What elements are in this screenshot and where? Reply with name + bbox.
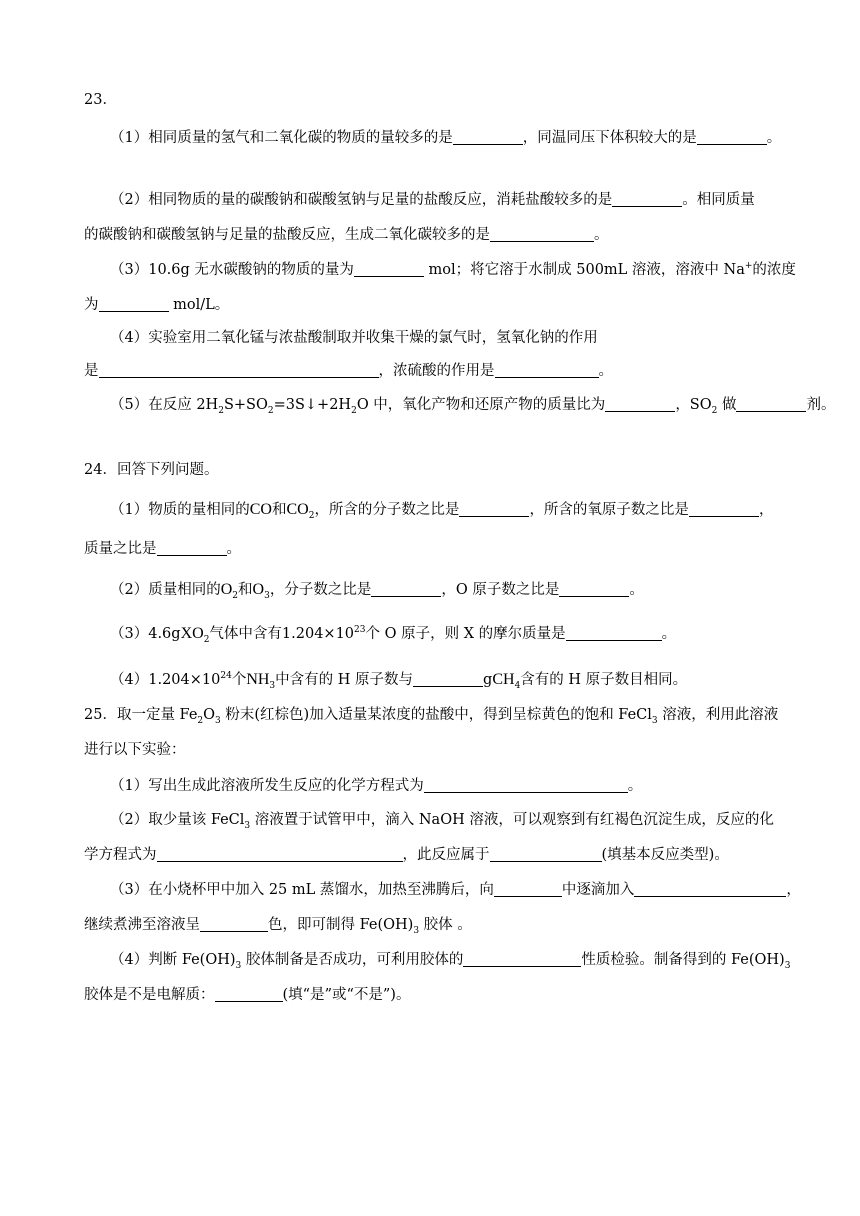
answer-blank[interactable] (413, 672, 483, 687)
text: （2）取少量该 FeCl (110, 812, 245, 828)
text: S+SO (223, 397, 268, 413)
subscript: 2 (711, 405, 718, 416)
text: mol/L。 (168, 297, 230, 313)
text: 为 (84, 297, 99, 313)
text: 进行以下实验： (84, 742, 186, 758)
answer-blank[interactable] (634, 882, 786, 897)
q23-part3-line1 (110, 260, 814, 280)
text: 和 (238, 582, 253, 598)
formula-xo2: XO (180, 625, 204, 642)
text: （2）质量相同的 (110, 582, 221, 598)
text: 气体中含有 (209, 626, 282, 642)
q25-part2-line1 (110, 810, 814, 830)
text: （3）在小烧杯甲中加入 25 mL 蒸馏水，加热至沸腾后，向 (110, 882, 494, 898)
text: 的浓度 (752, 262, 796, 278)
q23-part4-line1 (110, 328, 814, 348)
text: （1）物质的量相同的 (110, 502, 250, 518)
q23-part1 (110, 128, 814, 148)
text: ，分子数之比是 (269, 582, 372, 598)
text: 24．回答下列问题。 (84, 462, 219, 478)
subscript: 2 (351, 405, 357, 416)
text: 25．取一定量 Fe (84, 707, 198, 723)
text: ，O 原子数之比是 (441, 582, 560, 598)
text: 。 (661, 626, 677, 642)
text: 。 (766, 130, 782, 146)
text: （4）判断 Fe(OH) (110, 952, 236, 968)
answer-blank[interactable] (559, 582, 629, 597)
q23-part3-line2 (84, 295, 814, 315)
text: ，同温同压下体积较大的是 (522, 130, 697, 146)
text: 胶体 。 (419, 917, 472, 933)
text: 溶液，利用此溶液 (657, 707, 779, 723)
answer-blank[interactable] (99, 363, 379, 378)
text: 含有的 H 原子数目相同。 (520, 672, 688, 688)
text: 。 (598, 363, 613, 379)
text: （3）10.6g 无水碳酸钠的物质的量为 (110, 262, 354, 278)
text: 个 O 原子，则 X 的摩尔质量是 (365, 626, 566, 642)
answer-blank[interactable] (371, 582, 441, 597)
text: （1）相同质量的氢气和二氧化碳的物质的量较多的是 (110, 130, 453, 146)
answer-blank[interactable] (612, 192, 682, 207)
text: ，所含的分子数之比是 (314, 502, 460, 518)
text: 溶液置于试管甲中，滴入 NaOH 溶液，可以观察到有红褐色沉淀生成，反应的化 (250, 812, 774, 828)
formula-o2: O (220, 581, 233, 598)
q25-part2-line2 (84, 845, 814, 865)
q25-intro-line2 (84, 740, 814, 760)
answer-blank[interactable] (99, 297, 169, 312)
formula-nh3: NH (246, 671, 270, 688)
text: O (203, 707, 216, 723)
superscript: + (744, 261, 753, 272)
text: 是 (84, 363, 99, 379)
formula-o3: O (252, 581, 265, 598)
answer-blank[interactable] (157, 541, 227, 556)
q24-title (84, 460, 814, 480)
q23-part2-line2 (84, 225, 814, 245)
subscript: 3 (235, 960, 242, 971)
q24-part2 (110, 580, 814, 600)
text: 。 (629, 582, 644, 598)
subscript: 3 (264, 590, 270, 601)
answer-blank[interactable] (490, 227, 594, 242)
text: g (483, 672, 493, 688)
q24-part3 (110, 624, 814, 644)
text: 粉末(红棕色)加入适量某浓度的盐酸中，得到呈棕黄色的饱和 FeCl (220, 707, 652, 723)
subscript: 2 (197, 715, 204, 726)
subscript: 2 (203, 634, 210, 645)
q25-intro-line1 (84, 705, 814, 725)
q25-part3-line2 (84, 915, 814, 935)
answer-blank[interactable] (689, 502, 759, 517)
answer-blank[interactable] (459, 502, 529, 517)
text: 。相同质量 (682, 192, 755, 208)
text: 继续煮沸至溶液呈 (84, 917, 200, 933)
text: 。 (226, 541, 241, 557)
subscript: 4 (514, 680, 521, 691)
q24-part1-line2 (84, 539, 814, 559)
text: （5）在反应 2H (110, 397, 219, 413)
formula-co2: CO (286, 501, 309, 518)
text: =3S↓+2H (273, 397, 352, 413)
text: 和 (271, 502, 287, 518)
q23-number: 23． (84, 92, 117, 108)
answer-blank[interactable] (215, 987, 283, 1002)
text: 色，即可制得 Fe(OH) (268, 917, 414, 933)
text: 个 (231, 672, 247, 688)
subscript: 3 (269, 680, 276, 691)
formula-ch4: CH (492, 671, 515, 688)
q23-part5 (110, 395, 836, 416)
answer-blank[interactable] (463, 952, 581, 967)
text: （2）相同物质的量的碳酸钠和碳酸氢钠与足量的盐酸反应，消耗盐酸较多的是 (110, 192, 613, 208)
subscript: 3 (651, 715, 658, 726)
text: 质量之比是 (84, 541, 157, 557)
text: ，所含的氧原子数之比是 (529, 502, 689, 518)
text: 胶体是不是电解质： (84, 987, 215, 1003)
subscript: 3 (784, 960, 791, 971)
answer-blank[interactable] (453, 130, 523, 145)
answer-blank[interactable] (200, 917, 268, 932)
answer-blank[interactable] (697, 130, 767, 145)
text: （4） (110, 672, 149, 688)
superscript: 23 (354, 625, 366, 636)
answer-blank[interactable] (424, 778, 628, 793)
subscript: 3 (413, 925, 420, 936)
q24-part4 (110, 670, 814, 690)
subscript: 2 (232, 590, 239, 601)
subscript: 2 (218, 405, 224, 416)
text: 中逐滴加入 (561, 882, 635, 898)
text: 。 (627, 778, 643, 794)
q23-part2-line1 (110, 190, 814, 210)
question-23-number (84, 90, 814, 110)
answer-blank[interactable] (494, 882, 562, 897)
text: 。 (594, 227, 609, 243)
text: ，浓硫酸的作用是 (378, 363, 495, 379)
answer-blank[interactable] (490, 847, 602, 862)
answer-blank[interactable] (495, 363, 599, 378)
text: mol；将它溶于水制成 500mL 溶液，溶液中 Na (423, 262, 745, 278)
text: 的碳酸钠和碳酸氢钠与足量的盐酸反应，生成二氧化碳较多的是 (84, 227, 490, 243)
text: 胶体制备是否成功，可利用胶体的 (241, 952, 464, 968)
answer-blank[interactable] (736, 397, 806, 412)
q25-part4-line2 (84, 985, 814, 1005)
text: 学方程式为 (84, 847, 157, 863)
number: 1.204×10 (281, 626, 355, 642)
text: （4）实验室用二氧化锰与浓盐酸制取并收集干燥的氯气时，氢氧化钠的作用 (110, 330, 598, 346)
answer-blank[interactable] (566, 626, 662, 641)
q25-part3-line1 (110, 880, 814, 900)
subscript: 2 (308, 510, 315, 521)
answer-blank[interactable] (354, 262, 424, 277)
text: 做 (717, 397, 737, 413)
text: ，此反应属于 (402, 847, 490, 863)
text: O 中，氧化产物和还原产物的质量比为 (356, 397, 606, 413)
answer-blank[interactable] (157, 847, 403, 862)
subscript: 3 (215, 715, 221, 726)
answer-blank[interactable] (605, 397, 675, 412)
text: ，SO (675, 397, 712, 413)
text: 剂。 (806, 397, 836, 413)
q25-part1 (110, 776, 814, 796)
text: 中含有的 H 原子数与 (275, 672, 414, 688)
text: (填“是”或“不是”)。 (282, 987, 411, 1003)
formula-co: CO (249, 501, 272, 518)
text: （3）4.6g (110, 626, 181, 642)
subscript: 2 (267, 405, 274, 416)
text: ， (786, 882, 801, 898)
superscript: 24 (220, 671, 232, 682)
text: ， (758, 502, 774, 518)
number: 1.204×10 (148, 672, 221, 688)
text: （1）写出生成此溶液所发生反应的化学方程式为 (110, 778, 424, 794)
text: 性质检验。制备得到的 Fe(OH) (581, 952, 785, 968)
q23-part4-line2 (84, 361, 814, 381)
text: (填基本反应类型)。 (601, 847, 729, 863)
subscript: 3 (244, 820, 251, 831)
q24-part1-line1 (110, 500, 814, 520)
q25-part4-line1 (110, 950, 814, 970)
